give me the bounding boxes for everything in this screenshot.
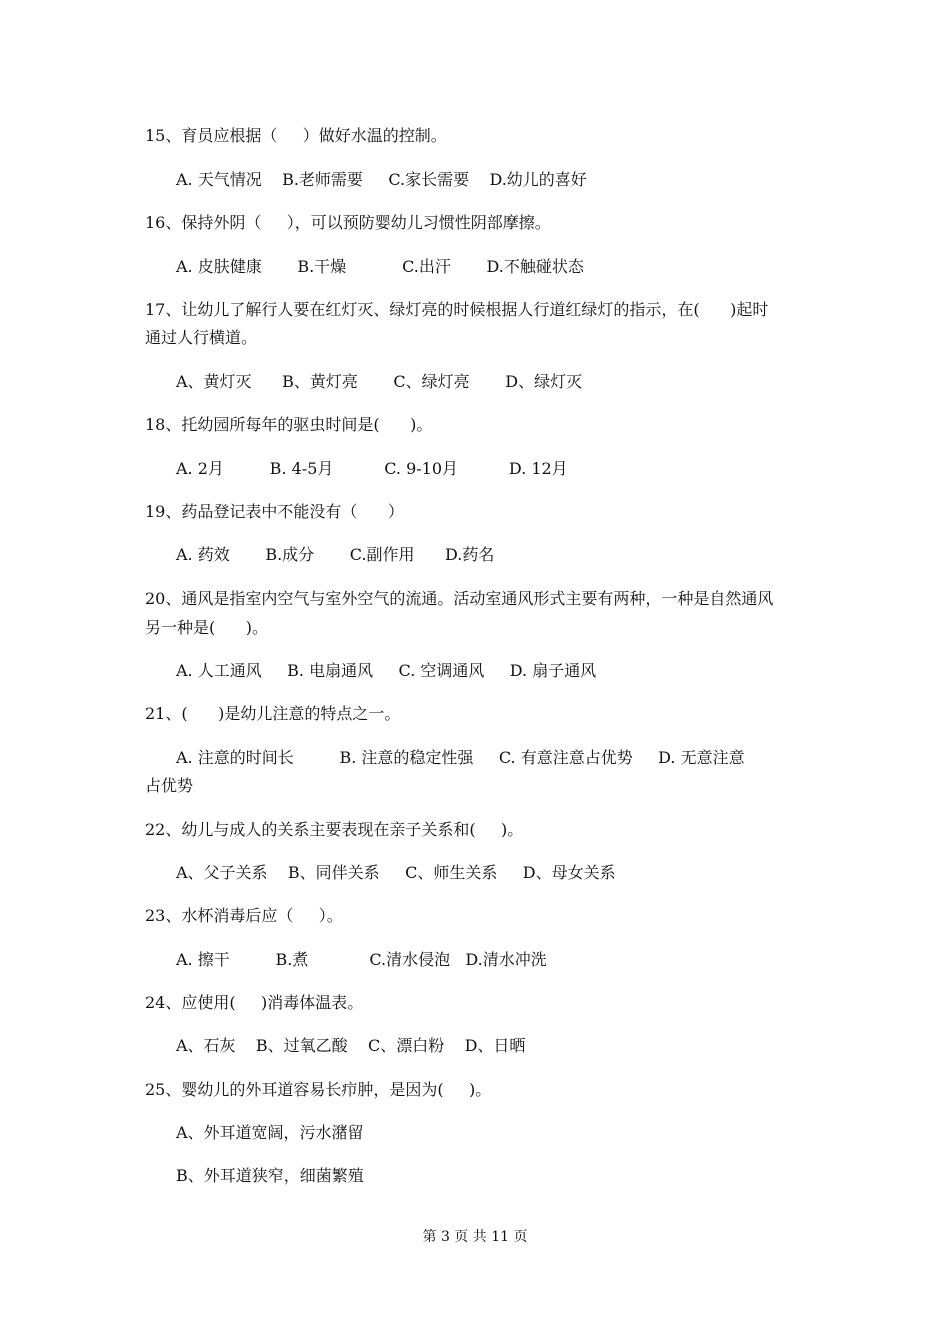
- question-22-stem: 22、幼儿与成人的关系主要表现在亲子关系和( )。: [145, 820, 524, 839]
- question-16-options: A. 皮肤健康 B.干燥 C.出汗 D.不触碰状态: [176, 257, 584, 276]
- question-17-stem-line1: 17、让幼儿了解行人要在红灯灭、绿灯亮的时候根据人行道红绿灯的指示，在( )起时: [145, 300, 769, 319]
- question-22-options: A、父子关系 B、同伴关系 C、师生关系 D、母女关系: [176, 863, 616, 882]
- question-20-stem-line2: 另一种是( )。: [145, 618, 269, 637]
- question-19-options: A. 药效 B.成分 C.副作用 D.药名: [176, 545, 495, 564]
- question-20-options: A. 人工通风 B. 电扇通风 C. 空调通风 D. 扇子通风: [176, 661, 597, 680]
- question-25-option-a: A、外耳道宽阔，污水潴留: [176, 1123, 364, 1142]
- question-20-stem-line1: 20、通风是指室内空气与室外空气的流通。活动室通风形式主要有两种，一种是自然通风: [145, 589, 774, 608]
- question-17-stem-line2: 通过人行横道。: [145, 328, 258, 347]
- question-18-stem: 18、托幼园所每年的驱虫时间是( )。: [145, 415, 433, 434]
- question-21-options: A. 注意的时间长 B. 注意的稳定性强 C. 有意注意占优势 D. 无意注意: [176, 748, 745, 767]
- question-24-options: A、石灰 B、过氧乙酸 C、漂白粉 D、日晒: [176, 1036, 526, 1055]
- question-15-stem: 15、育员应根据（ ）做好水温的控制。: [145, 126, 447, 145]
- question-25-stem: 25、婴幼儿的外耳道容易长疖肿，是因为( )。: [145, 1080, 492, 1099]
- question-23-options: A. 擦干 B.煮 C.清水侵泡 D.清水冲洗: [176, 950, 547, 969]
- question-15-options: A. 天气情况 B.老师需要 C.家长需要 D.幼儿的喜好: [176, 170, 587, 189]
- question-19-stem: 19、药品登记表中不能没有（ ）: [145, 502, 404, 521]
- question-17-options: A、黄灯灭 B、黄灯亮 C、绿灯亮 D、绿灯灭: [176, 372, 583, 391]
- question-21-stem: 21、( )是幼儿注意的特点之一。: [145, 704, 401, 723]
- question-21-options-continuation: 占优势: [145, 776, 194, 795]
- question-24-stem: 24、应使用( )消毒体温表。: [145, 993, 364, 1012]
- question-25-option-b: B、外耳道狭窄，细菌繁殖: [176, 1166, 364, 1185]
- page-number-footer: 第 3 页 共 11 页: [422, 1229, 528, 1245]
- question-18-options: A. 2月 B. 4-5月 C. 9-10月 D. 12月: [176, 459, 568, 478]
- question-23-stem: 23、水杯消毒后应（ ）。: [145, 906, 343, 925]
- question-16-stem: 16、保持外阴（ ），可以预防婴幼儿习惯性阴部摩擦。: [145, 213, 551, 232]
